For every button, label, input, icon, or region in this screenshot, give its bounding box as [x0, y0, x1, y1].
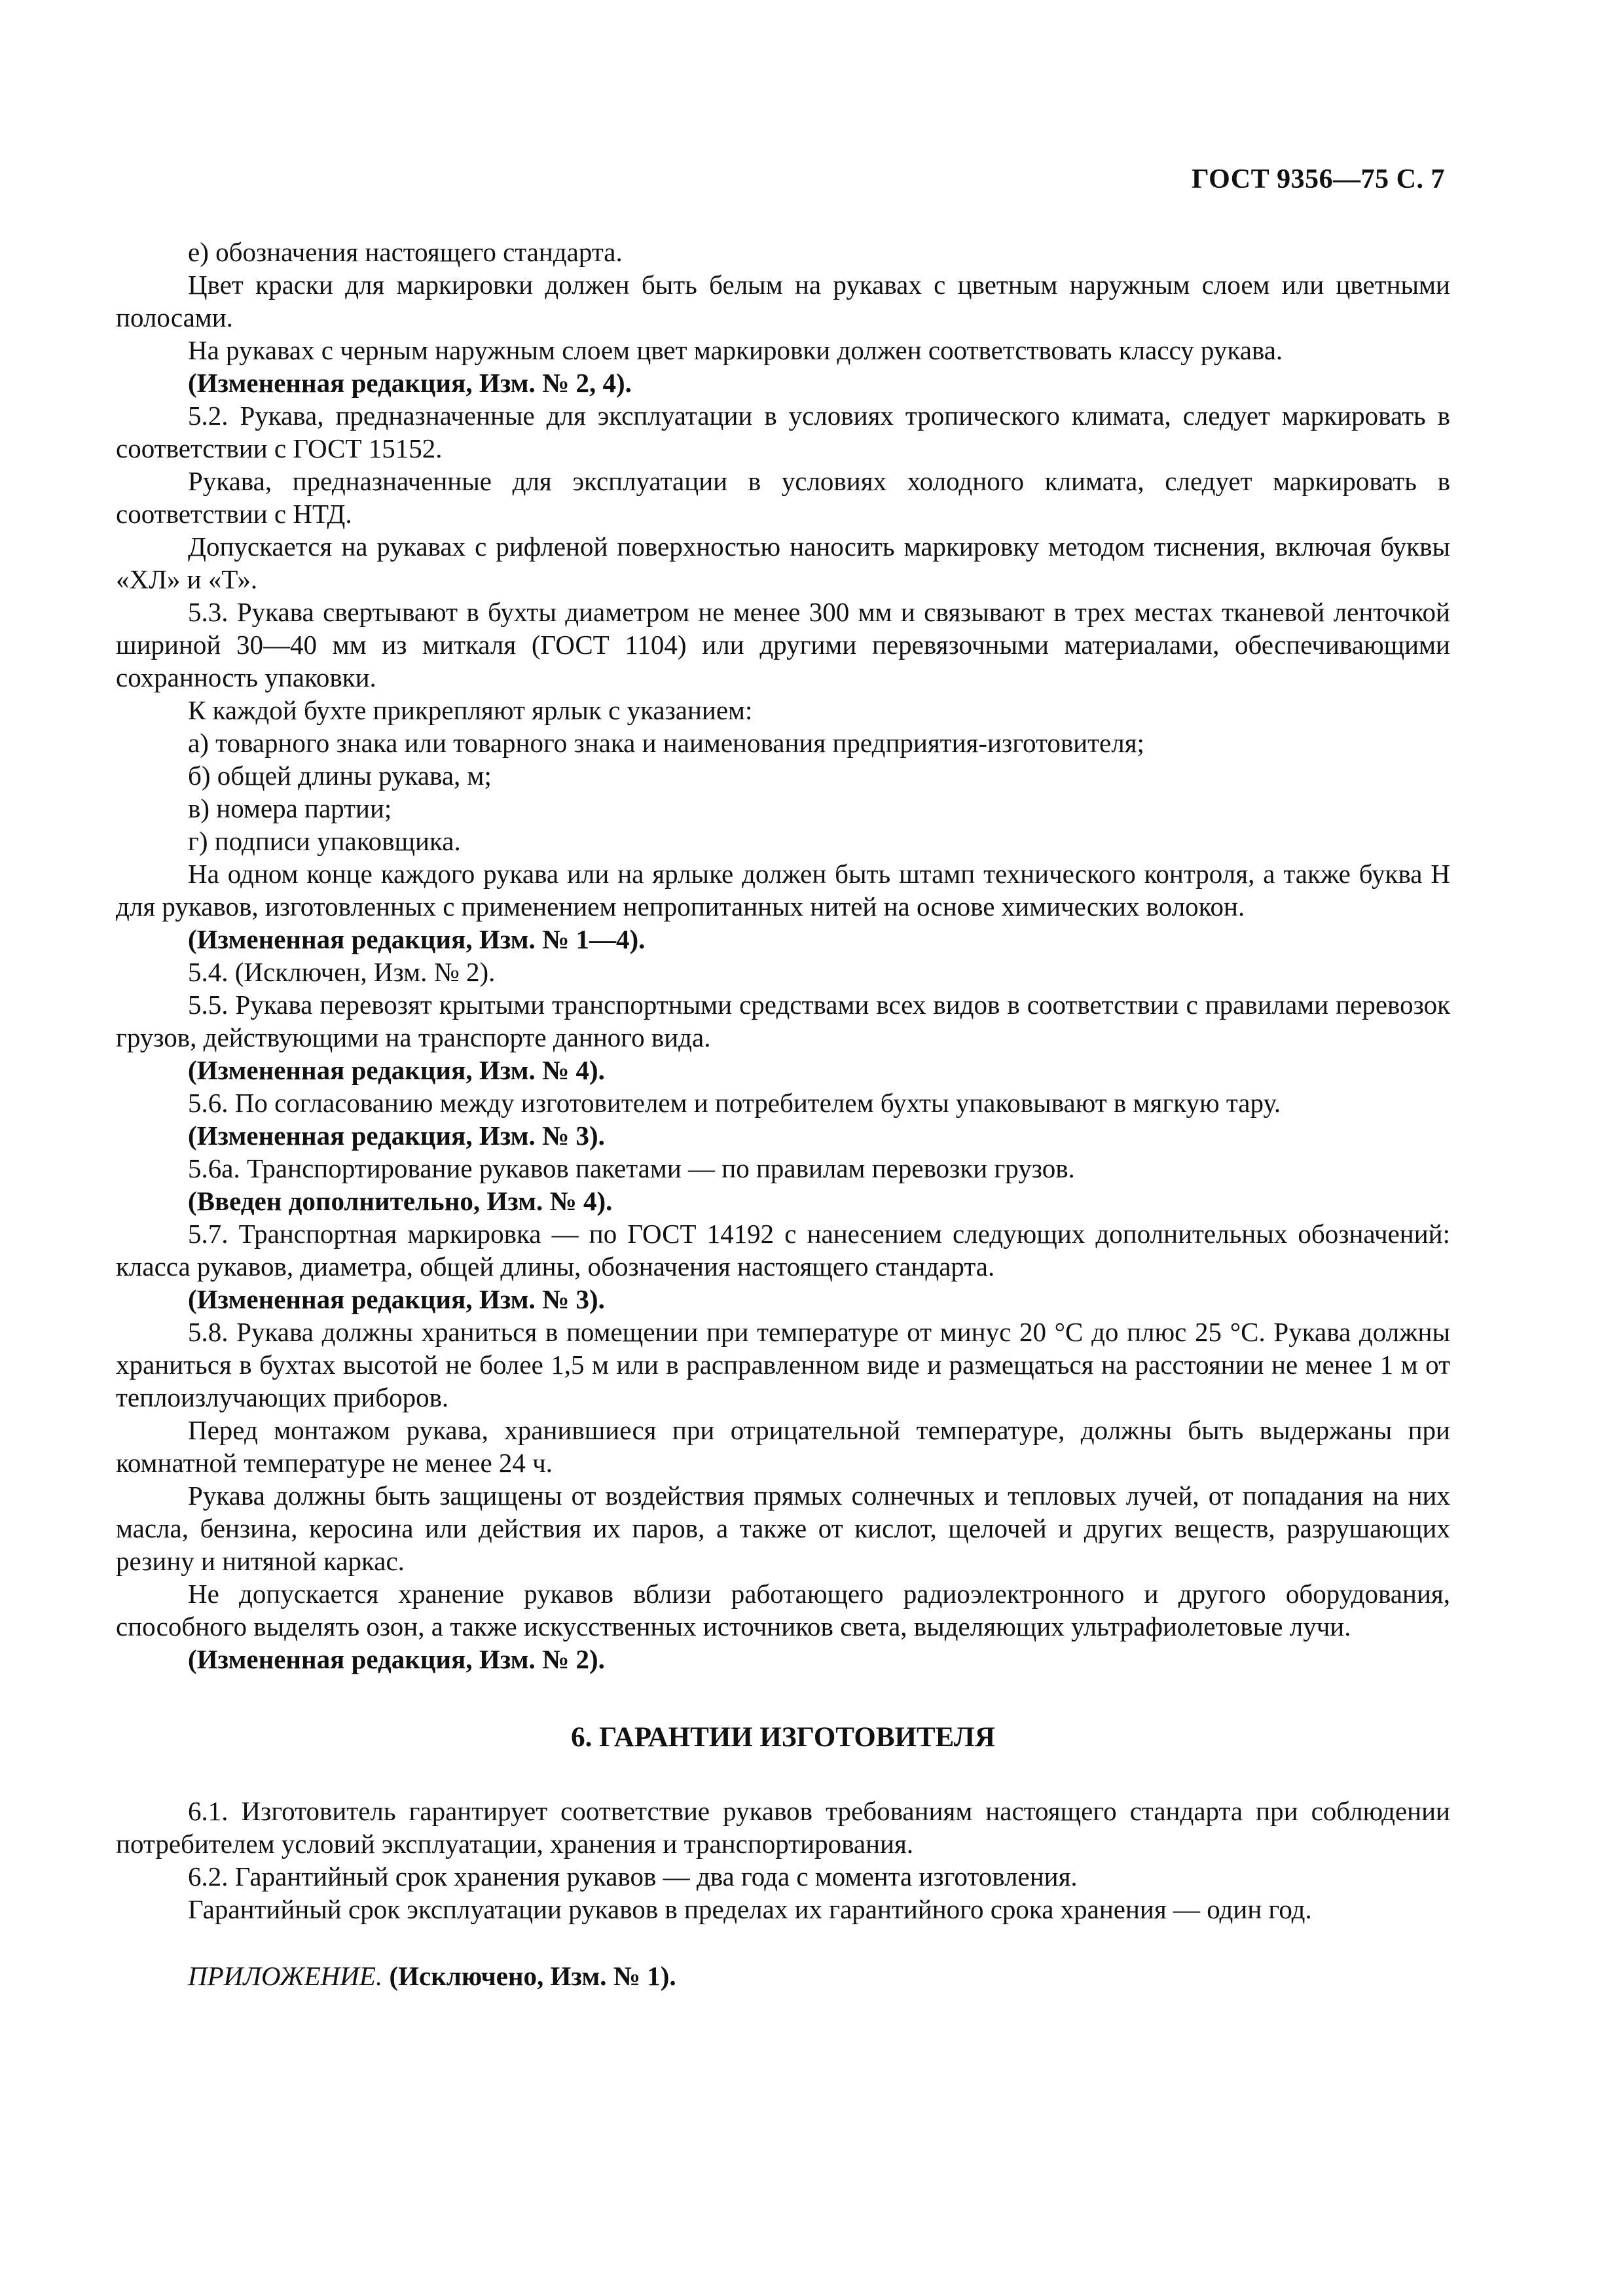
section-heading: 6. ГАРАНТИИ ИЗГОТОВИТЕЛЯ [571, 1722, 995, 1753]
paragraph: е) обозначения настоящего стандарта. [188, 237, 623, 267]
paragraph: 6.2. Гарантийный срок хранения рукавов — два года с момента изготовления. [188, 1861, 1078, 1892]
paragraph: Перед монтажом рукава, хранившиеся при отрицательной температуре, должны быть выдержаны при комнатной температуре не менее 24 ч. [116, 1415, 1450, 1478]
appendix-note [116, 1960, 1450, 1992]
paragraph: 5.2. Рукава, предназначенные для эксплуатации в условиях тропического климата, следует маркировать в соответствии с ГОСТ 15152. [116, 401, 1450, 463]
section-6-text [116, 1795, 1450, 1926]
amendment-note: (Измененная редакция, Изм. № 1—4). [188, 924, 646, 954]
paragraph: а) товарного знака или товарного знака и наименования предприятия-изготовителя; [188, 728, 1144, 758]
paragraph: Допускается на рукавах с рифленой поверхностью наносить маркировку методом тиснения, включая буквы «ХЛ» и «Т». [116, 531, 1450, 594]
appendix-label: ПРИЛОЖЕНИЕ. [188, 1961, 383, 1991]
amendment-note: (Измененная редакция, Изм. № 4). [188, 1055, 605, 1085]
amendment-note: (Введен дополнительно, Изм. № 4). [188, 1186, 613, 1216]
paragraph: 5.4. (Исключен, Изм. № 2). [188, 957, 496, 987]
paragraph: К каждой бухте прикрепляют ярлык с указанием: [188, 695, 753, 725]
appendix-status: (Исключено, Изм. № 1). [389, 1961, 676, 1991]
paragraph: Не допускается хранение рукавов вблизи работающего радиоэлектронного и другого оборудования, способного выделять озон, а также искусственных источников света, выделяющих ультрафиолетовые лучи. [116, 1579, 1450, 1641]
amendment-note: (Измененная редакция, Изм. № 3). [188, 1121, 605, 1151]
paragraph: 5.7. Транспортная маркировка — по ГОСТ 14192 с нанесением следующих дополнительных обозначений: класса рукавов, диаметра, общей длины, обозначения настоящего стандарта. [116, 1219, 1450, 1282]
amendment-note: (Измененная редакция, Изм. № 3). [188, 1284, 605, 1314]
paragraph: 6.1. Изготовитель гарантирует соответствие рукавов требованиям настоящего стандарта при соблюдении потребителем условий эксплуатации, хранения и транспортирования. [116, 1796, 1450, 1859]
page-header: ГОСТ 9356—75 С. 7 [1191, 164, 1445, 194]
amendment-note: (Измененная редакция, Изм. № 2). [188, 1644, 605, 1674]
paragraph: 5.6а. Транспортирование рукавов пакетами — по правилам перевозки грузов. [188, 1153, 1075, 1183]
paragraph: 5.6. По согласованию между изготовителем и потребителем бухты упаковывают в мягкую тару. [188, 1088, 1281, 1118]
amendment-note: (Измененная редакция, Изм. № 2, 4). [188, 368, 632, 398]
section-5-text [116, 236, 1450, 1676]
paragraph: На одном конце каждого рукава или на ярлыке должен быть штамп технического контроля, а также буква Н для рукавов, изготовленных с применением непропитанных нитей на основе химических волокон. [116, 859, 1450, 922]
paragraph: Рукава, предназначенные для эксплуатации в условиях холодного климата, следует маркировать в соответствии с НТД. [116, 466, 1450, 529]
paragraph: г) подписи упаковщика. [188, 826, 461, 856]
paragraph: 5.3. Рукава свертывают в бухты диаметром не менее 300 мм и связывают в трех местах тканевой ленточкой шириной 30—40 мм из миткаля (ГОСТ 1104) или другими перевязочными материалами, обеспечивающими сохранность упаковки. [116, 597, 1450, 692]
paragraph: Гарантийный срок эксплуатации рукавов в пределах их гарантийного срока хранения — один год. [188, 1894, 1312, 1924]
paragraph: 5.8. Рукава должны храниться в помещении при температуре от минус 20 °С до плюс 25 °С. Рукава должны храниться в бухтах высотой не более 1,5 м или в расправленном виде и размещаться на расстоянии не менее 1 м от теплоизлучающих приборов. [116, 1317, 1450, 1412]
document-body [116, 236, 1450, 1992]
paragraph: На рукавах с черным наружным слоем цвет маркировки должен соответствовать классу рукава. [188, 335, 1283, 365]
paragraph: Цвет краски для маркировки должен быть белым на рукавах с цветным наружным слоем или цветными полосами. [116, 270, 1450, 332]
paragraph: 5.5. Рукава перевозят крытыми транспортными средствами всех видов в соответствии с правилами перевозок грузов, действующими на транспорте данного вида. [116, 990, 1450, 1052]
paragraph: в) номера партии; [188, 793, 392, 823]
paragraph: Рукава должны быть защищены от воздействия прямых солнечных и тепловых лучей, от попадания на них масла, бензина, керосина или действия их паров, а также от кислот, щелочей и других веществ, разрушающих резину и нитяной каркас. [116, 1480, 1450, 1576]
paragraph: б) общей длины рукава, м; [188, 761, 492, 791]
